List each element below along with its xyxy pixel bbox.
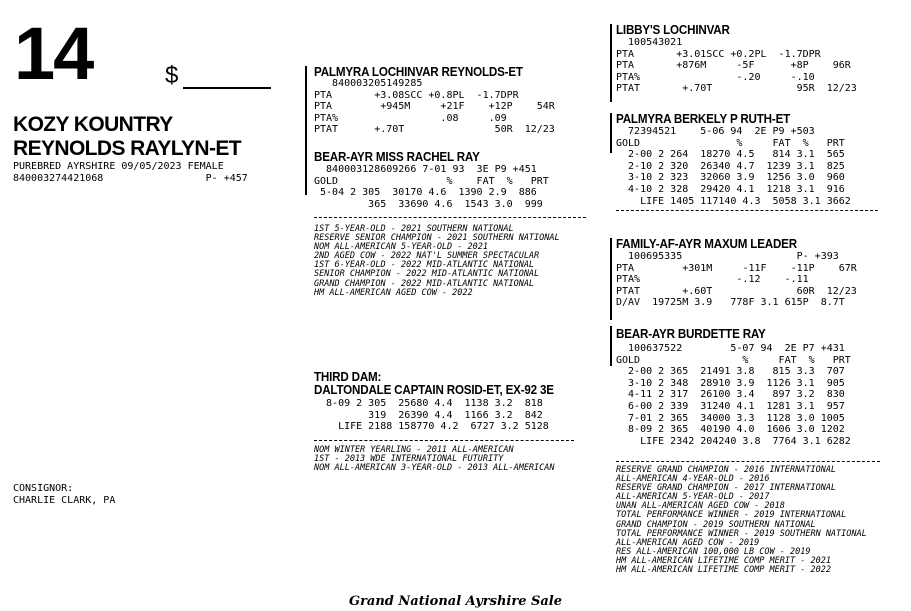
sire-data-line: PTAT +.70T 50R 12/23 — [314, 124, 555, 136]
dam-data-line: 5-04 2 305 30170 4.6 1390 2.9 886 — [314, 187, 537, 199]
dam-award: RESERVE SENIOR CHAMPION - 2021 SOUTHERN NATIONAL — [314, 233, 560, 244]
animal-desc-line1: PUREBRED AYRSHIRE 09/05/2023 FEMALE — [13, 161, 224, 172]
dam-dam-data-line: GOLD % FAT % PRT — [616, 354, 851, 366]
dam-sire-data-line: PTA +301M -11F -11P 67R — [616, 262, 857, 274]
dam-award: GRAND CHAMPION - 2022 MID-ATLANTIC NATIONAL — [314, 278, 535, 289]
dam-dam-award: UNAN ALL-AMERICAN AGED COW - 2018 — [616, 501, 785, 512]
dam-sire-bracket-line — [610, 238, 612, 320]
dam-dam-data-line: 100637522 5-07 94 2E P7 +431 — [616, 343, 845, 354]
dam-dam-award: ALL-AMERICAN AGED COW - 2019 — [616, 537, 760, 548]
price-symbol: $ — [165, 62, 179, 89]
consignor-name: CHARLIE CLARK, PA — [13, 494, 116, 506]
dam-dam-data-line: 7-01 2 365 34000 3.3 1128 3.0 1005 — [616, 412, 845, 424]
dam-dam-award: HM ALL-AMERICAN LIFETIME COMP MERIT - 2021 — [616, 555, 831, 566]
sire-sire-data-line: PTAT +.70T 95R 12/23 — [616, 83, 857, 95]
dam-dam-data — [616, 343, 851, 447]
sire-dam-data — [616, 126, 851, 207]
sire-sire-bracket-line — [610, 24, 612, 102]
third-dam-data — [314, 398, 549, 433]
dam-award: 1ST 5-YEAR-OLD - 2021 SOUTHERN NATIONAL — [314, 224, 514, 234]
sire-data — [314, 78, 555, 136]
dam-award: 1ST 6-YEAR-OLD - 2022 MID-ATLANTIC NATIONAL — [314, 260, 535, 271]
consignor-label: CONSIGNOR: — [13, 483, 74, 494]
sire-dam-data-line: 72394521 5-06 94 2E P9 +503 — [616, 126, 815, 137]
dam-dam-awards — [616, 466, 867, 575]
sale-name-footer: Grand National Ayrshire Sale — [348, 594, 563, 609]
dam-award: SENIOR CHAMPION - 2022 MID-ATLANTIC NATIONAL — [314, 269, 540, 280]
dam-dam-award: RESERVE GRAND CHAMPION - 2017 INTERNATIONAL — [616, 483, 837, 494]
price-blank-line — [183, 87, 271, 89]
lot-number: 14 — [14, 12, 93, 95]
sire-name: PALMYRA LOCHINVAR REYNOLDS-ET — [314, 65, 523, 79]
sire-sire-data-line: 100543021 — [616, 37, 683, 48]
third-dam-divider — [314, 440, 574, 441]
dam-sire-data-line: 100695335 P- +393 — [616, 251, 839, 262]
dam-data-line: 365 33690 4.6 1543 3.0 999 — [314, 198, 543, 210]
dam-dam-data-line: 8-09 2 365 40190 4.0 1606 3.0 1202 — [616, 424, 845, 436]
dam-data-line: 840003128609266 7-01 93 3E P9 +451 — [314, 164, 537, 175]
dam-sire-data-line: PTA% -.12 -.11 — [616, 274, 809, 286]
sire-dam-data-line: 4-10 2 328 29420 4.1 1218 3.1 916 — [616, 183, 845, 195]
dam-sire-data — [616, 251, 857, 309]
sire-dam-divider — [616, 210, 878, 211]
animal-description — [13, 161, 248, 184]
sire-data-line: PTA% .08 .09 — [314, 112, 507, 124]
third-dam-data-line: 319 26390 4.4 1166 3.2 842 — [314, 409, 543, 421]
third-dam-data-line: 8-09 2 305 25680 4.4 1138 3.2 818 — [314, 398, 543, 409]
dam-data-line: GOLD % FAT % PRT — [314, 175, 549, 187]
sire-dam-data-line: 2-10 2 320 26340 4.7 1239 3.1 825 — [616, 160, 845, 172]
sire-dam-bracket-line — [610, 113, 612, 153]
animal-name-line2: REYNOLDS RAYLYN-ET — [13, 137, 242, 160]
animal-name — [13, 113, 241, 161]
dam-divider — [314, 217, 586, 218]
dam-dam-bracket-line — [610, 326, 612, 366]
dam-dam-data-line: 6-00 2 339 31240 4.1 1281 3.1 957 — [616, 400, 845, 412]
dam-dam-data-line: 4-11 2 317 26100 3.4 897 3.2 830 — [616, 389, 845, 401]
dam-sire-name: FAMILY-AF-AYR MAXUM LEADER — [616, 237, 797, 251]
dam-dam-data-line: LIFE 2342 204240 3.8 7764 3.1 6282 — [616, 435, 851, 447]
consignor — [13, 483, 115, 506]
animal-name-line1: KOZY KOUNTRY — [13, 113, 173, 136]
third-dam-award: NOM WINTER YEARLING - 2011 ALL-AMERICAN — [314, 445, 514, 455]
third-dam-data-line: LIFE 2188 158770 4.2 6727 3.2 5128 — [314, 421, 549, 433]
third-dam-award: 1ST - 2013 WDE INTERNATIONAL FUTURITY — [314, 454, 504, 465]
dam-data — [314, 164, 549, 210]
dam-dam-award: RES ALL-AMERICAN 100,000 LB COW - 2019 — [616, 546, 811, 557]
dam-dam-divider — [616, 461, 880, 462]
dam-dam-award: GRAND CHAMPION - 2019 SOUTHERN NATIONAL — [616, 519, 816, 530]
third-dam-heading — [314, 371, 554, 397]
dam-sire-data-line: D/AV 19725M 3.9 778F 3.1 615P 8.7T — [616, 297, 845, 309]
dam-dam-award: ALL-AMERICAN 5-YEAR-OLD - 2017 — [616, 492, 770, 503]
sire-dam-data-line: 3-10 2 323 32060 3.9 1256 3.0 960 — [616, 172, 845, 184]
sire-dam-data-line: LIFE 1405 117140 4.3 5058 3.1 3662 — [616, 195, 851, 207]
dam-dam-data-line: 3-10 2 348 28910 3.9 1126 3.1 905 — [616, 377, 845, 389]
dam-award: 2ND AGED COW - 2022 NAT'L SUMMER SPECTACULAR — [314, 251, 540, 262]
sire-sire-data — [616, 37, 857, 95]
dam-name: BEAR-AYR MISS RACHEL RAY — [314, 150, 480, 164]
sire-data-line: 840003205149285 — [314, 78, 423, 89]
dam-dam-award: HM ALL-AMERICAN LIFETIME COMP MERIT - 2022 — [616, 565, 831, 576]
sire-dam-data-line: 2-00 2 264 18270 4.5 814 3.1 565 — [616, 149, 845, 161]
dam-bracket-line — [305, 151, 307, 195]
sire-sire-data-line: PTA +3.01SCC +0.2PL -1.7DPR — [616, 48, 821, 60]
sire-data-line: PTA +945M +21F +12P 54R — [314, 101, 555, 113]
animal-desc-line2: 840003274421068 P- +457 — [13, 172, 248, 184]
sire-data-line: PTA +3.08SCC +0.8PL -1.7DPR — [314, 89, 519, 101]
dam-dam-award: RESERVE GRAND CHAMPION - 2016 INTERNATIONAL — [616, 465, 837, 475]
third-dam-awards — [314, 446, 555, 473]
dam-dam-data-line: 2-00 2 365 21491 3.8 815 3.3 707 — [616, 366, 845, 378]
dam-sire-data-line: PTAT +.60T 60R 12/23 — [616, 285, 857, 297]
third-dam-award: NOM ALL-AMERICAN 3-YEAR-OLD - 2013 ALL-AMERICAN — [314, 463, 555, 474]
sire-bracket-line — [305, 66, 307, 162]
third-dam-label: THIRD DAM: — [314, 370, 382, 384]
dam-dam-award: TOTAL PERFORMANCE WINNER - 2019 INTERNATIONAL — [616, 510, 847, 521]
dam-award: HM ALL-AMERICAN AGED COW - 2022 — [314, 287, 473, 298]
sire-dam-data-line: GOLD % FAT % PRT — [616, 137, 845, 149]
sire-dam-name: PALMYRA BERKELY P RUTH-ET — [616, 112, 791, 126]
sire-sire-data-line: PTA +876M -5F +8P 96R — [616, 60, 851, 72]
third-dam-name: DALTONDALE CAPTAIN ROSID-ET, EX-92 3E — [314, 383, 554, 397]
dam-dam-award: TOTAL PERFORMANCE WINNER - 2019 SOUTHERN NATIONAL — [616, 528, 867, 539]
sire-sire-data-line: PTA% -.20 -.10 — [616, 71, 815, 83]
dam-award: NOM ALL-AMERICAN 5-YEAR-OLD - 2021 — [314, 242, 488, 253]
sire-sire-name: LIBBY'S LOCHINVAR — [616, 23, 730, 37]
dam-awards — [314, 225, 560, 298]
dam-dam-name: BEAR-AYR BURDETTE RAY — [616, 327, 766, 341]
dam-dam-award: ALL-AMERICAN 4-YEAR-OLD - 2016 — [616, 474, 770, 485]
